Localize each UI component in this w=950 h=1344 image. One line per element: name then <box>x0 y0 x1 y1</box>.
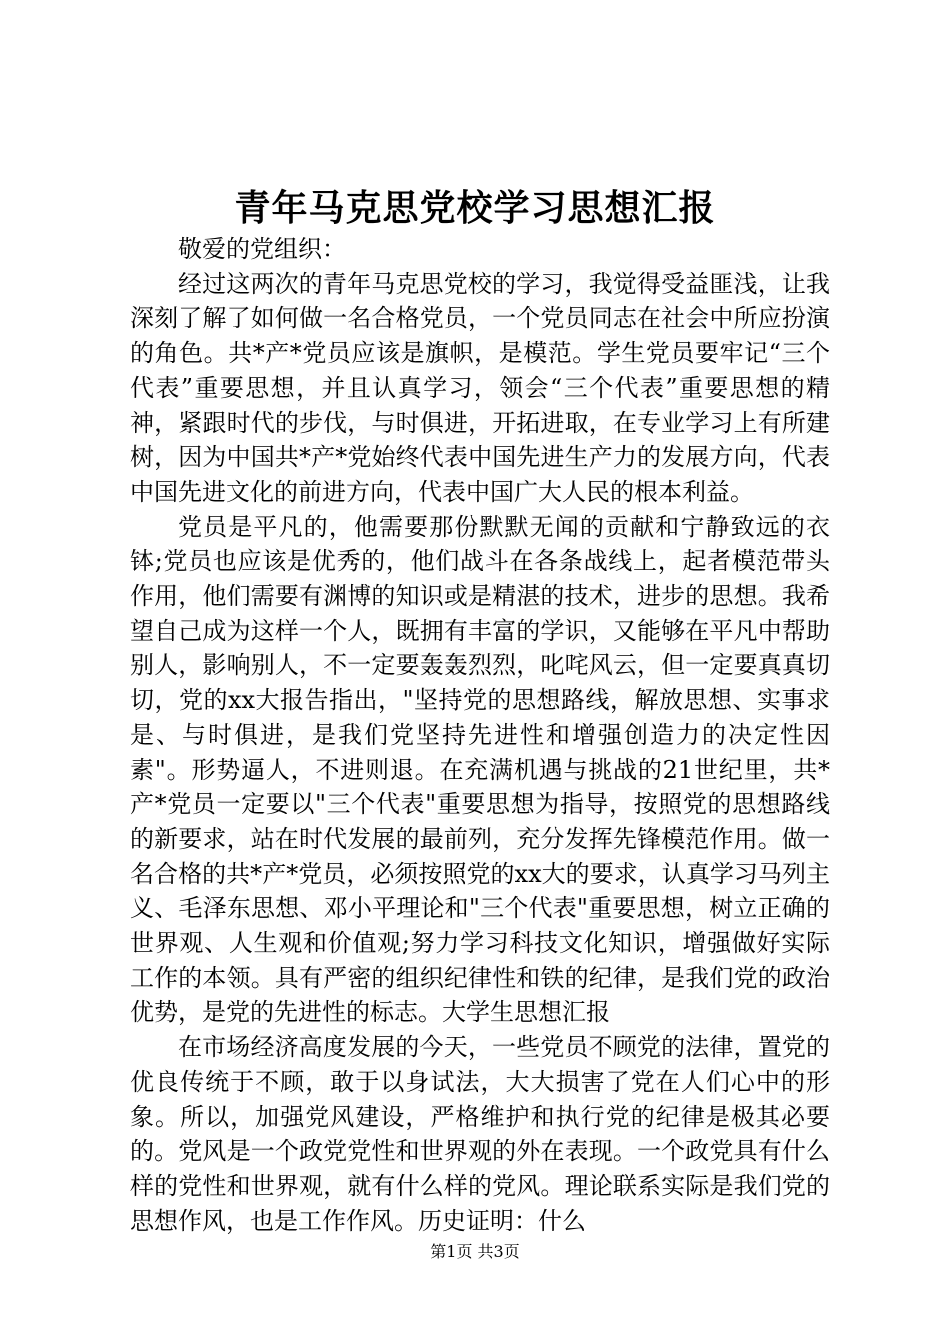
document-title: 青年马克思党校学习思想汇报 <box>234 187 716 229</box>
paragraph-3: 在市场经济高度发展的今天，一些党员不顾党的法律，置党的优良传统于不顾，敢于以身试法，大大损害了党在人们心中的形象。所以，加强党风建设，严格维护和执行党的纪律是极其必要的。党风是一个政党党性和世界观的外在表现。一个政党具有什么样的党性和世界观，就有什么样的党风。理论联系实际是我们党的思想作风，也是工作作风。历史证明：什么 <box>130 1033 830 1235</box>
paragraph-1: 经过这两次的青年马克思党校的学习，我觉得受益匪浅，让我深刻了解了如何做一名合格党员，一个党员同志在社会中所应扮演的角色。共*产*党员应该是旗帜，是模范。学生党员要牢记“三个代表”重要思想，并且认真学习，领会“三个代表”重要思想的精神，紧跟时代的步伐，与时俱进，开拓进取，在专业学习上有所建树，因为中国共*产*党始终代表中国先进生产力的发展方向，代表中国先进文化的前进方向，代表中国广大人民的根本利益。 <box>130 269 830 506</box>
document-body <box>130 232 830 1238</box>
paragraph-2: 党员是平凡的，他需要那份默默无闻的贡献和宁静致远的衣钵;党员也应该是优秀的，他们战斗在各条战线上，起者模范带头作用，他们需要有渊博的知识或是精湛的技术，进步的思想。我希望自己成为这样一个人，既拥有丰富的学识，又能够在平凡中帮助别人，影响别人，不一定要轰轰烈烈，叱咤风云，但一定要真真切切，党的xx大报告指出，"坚持党的思想路线，解放思想、实事求是、与时俱进，是我们党坚持先进性和增强创造力的决定性因素"。形势逼人，不进则退。在充满机遇与挑战的21世纪里，共*产*党员一定要以"三个代表"重要思想为指导，按照党的思想路线的新要求，站在时代发展的最前列，充分发挥先锋模范作用。做一名合格的共*产*党员，必须按照党的xx大的要求，认真学习马列主义、毛泽东思想、邓小平理论和"三个代表"重要思想，树立正确的世界观、人生观和价值观;努力学习科技文化知识，增强做好实际工作的本领。具有严密的组织纪律性和铁的纪律，是我们党的政治优势，是党的先进性的标志。大学生思想汇报 <box>130 512 830 1027</box>
salutation: 敬爱的党组织： <box>178 235 346 263</box>
page-footer: 第1页 共3页 <box>430 1242 520 1261</box>
